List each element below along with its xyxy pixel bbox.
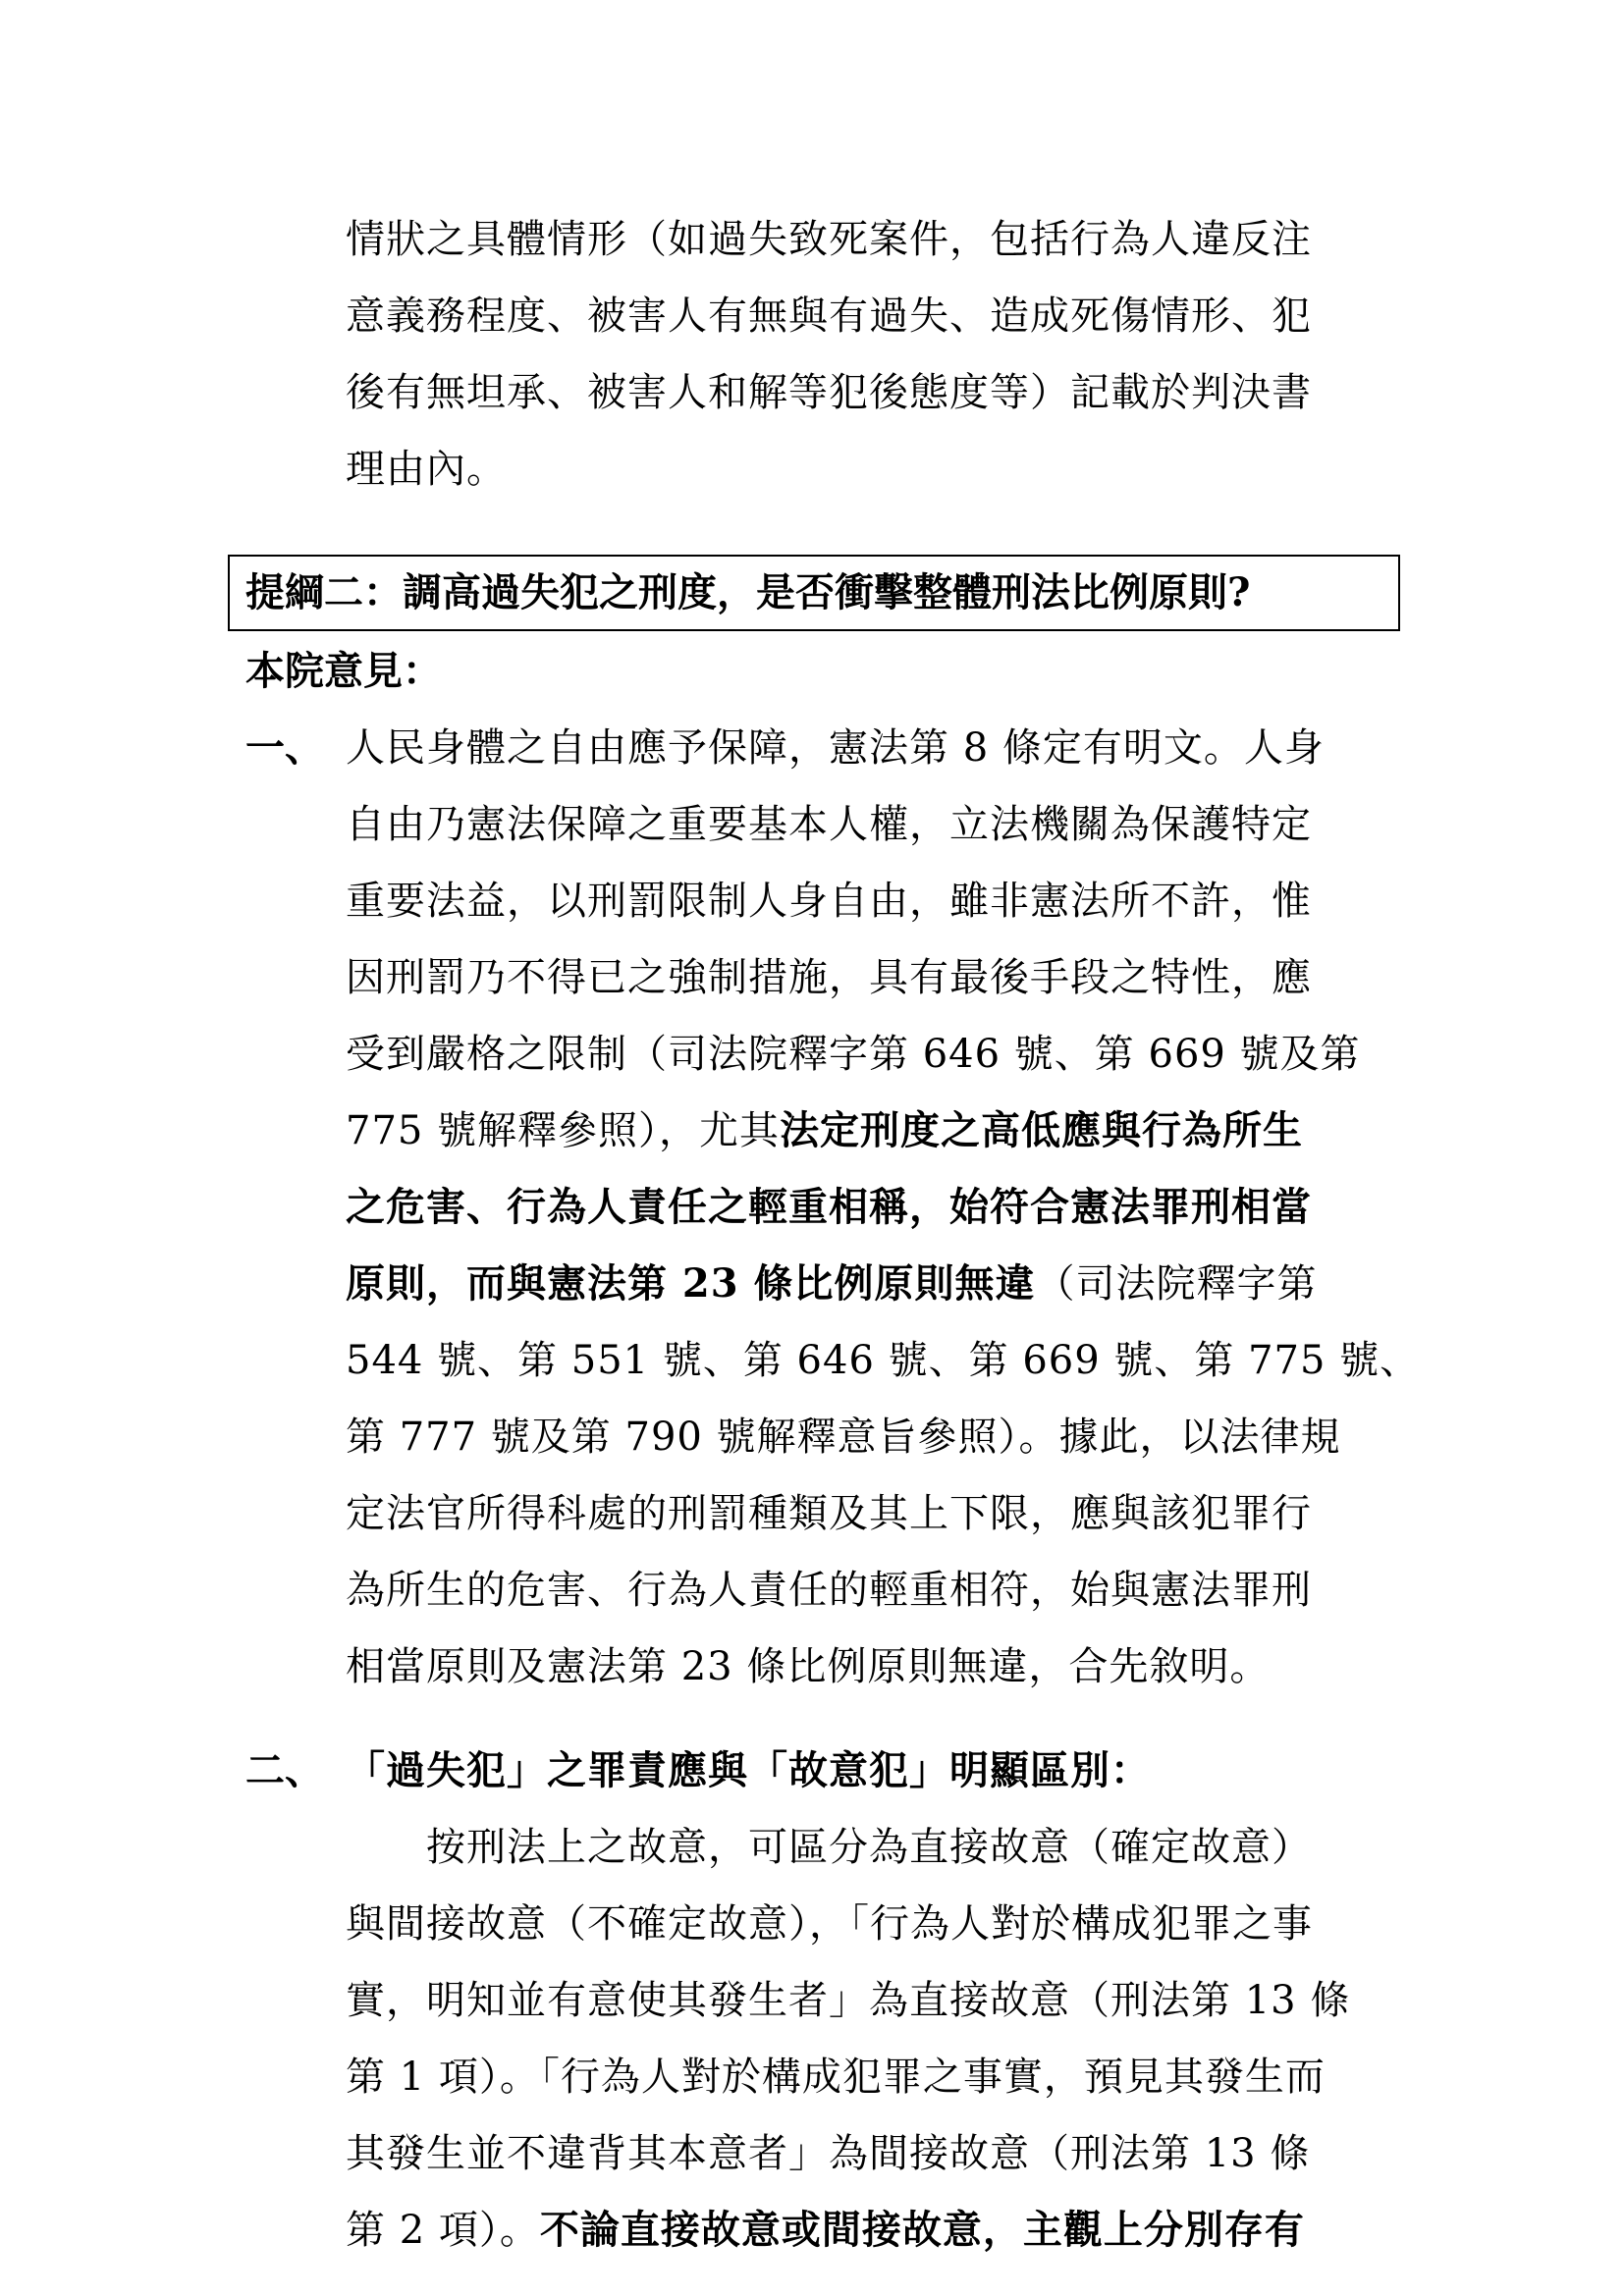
- section1-line-mixed: [346, 1099, 1386, 1162]
- section1-marker: 一、: [245, 724, 324, 771]
- section1-line: 相當原則及憲法第 23 條比例原則無違，合先敘明。: [346, 1644, 1271, 1689]
- section2-line: 與間接故意（不確定故意），「行為人對於構成犯罪之事: [346, 1901, 1313, 1947]
- intro-line: 意義務程度、被害人有無與有過失、造成死傷情形、犯: [346, 294, 1312, 339]
- section1-text: （司法院釋字第: [1035, 1261, 1318, 1307]
- section1-line: 重要法益，以刑罰限制人身自由，雖非憲法所不許，惟: [346, 879, 1312, 924]
- opinion-heading: 本院意見：: [245, 648, 442, 694]
- section1-emphasis-line: 之危害、行為人責任之輕重相稱，始符合憲法罪刑相當: [346, 1184, 1312, 1230]
- section2-line: 實，明知並有意使其發生者」為直接故意（刑法第 13 條: [346, 1978, 1351, 2023]
- intro-line: 理由內。: [346, 447, 507, 492]
- section1-line: 定法官所得科處的刑罰種類及其上下限，應與該犯罪行: [346, 1491, 1312, 1536]
- intro-line: 後有無坦承、被害人和解等犯後態度等）記載於判決書: [346, 370, 1312, 415]
- section2-marker: 二、: [245, 1747, 324, 1793]
- section1-line: 第 777 號及第 790 號解釋意旨參照）。據此，以法律規: [346, 1415, 1341, 1460]
- section1-line: 因刑罰乃不得已之強制措施，具有最後手段之特性，應: [346, 955, 1312, 1000]
- section1-line: 自由乃憲法保障之重要基本人權，立法機關為保護特定: [346, 802, 1312, 847]
- intro-line: 情狀之具體情形（如過失致死案件，包括行為人違反注: [346, 217, 1312, 262]
- section2-line: 按刑法上之故意，可區分為直接故意（確定故意）: [346, 1825, 1312, 1870]
- section2-line-mixed: [346, 2199, 1386, 2262]
- outline-title: 提綱二：調高過失犯之刑度，是否衝擊整體刑法比例原則?: [245, 569, 1251, 615]
- section2-text: 第 2 項）。: [346, 2208, 540, 2253]
- section1-text: 775 號解釋參照），尤其: [346, 1108, 781, 1153]
- section2-line: 其發生並不違背其本意者」為間接故意（刑法第 13 條: [346, 2131, 1311, 2176]
- section1-line: 為所生的危害、行為人責任的輕重相符，始與憲法罪刑: [346, 1568, 1312, 1613]
- section2-heading: 「過失犯」之罪責應與「故意犯」明顯區別：: [346, 1747, 1151, 1793]
- section1-line: 人民身體之自由應予保障，憲法第 8 條定有明文。人身: [346, 725, 1325, 771]
- section2-line: 第 1 項）。「行為人對於構成犯罪之事實，預見其發生而: [346, 2055, 1326, 2100]
- section1-line: 544 號、第 551 號、第 646 號、第 669 號、第 775 號、: [346, 1338, 1421, 1383]
- section1-emphasis: 法定刑度之高低應與行為所生: [780, 1107, 1304, 1153]
- section2-emphasis: 不論直接故意或間接故意，主觀上分別存有: [539, 2207, 1305, 2253]
- section1-line-mixed: [346, 1253, 1386, 1315]
- section1-emphasis: 原則，而與憲法第 23 條比例原則無違: [346, 1260, 1036, 1307]
- section1-line: 受到嚴格之限制（司法院釋字第 646 號、第 669 號及第: [346, 1032, 1361, 1077]
